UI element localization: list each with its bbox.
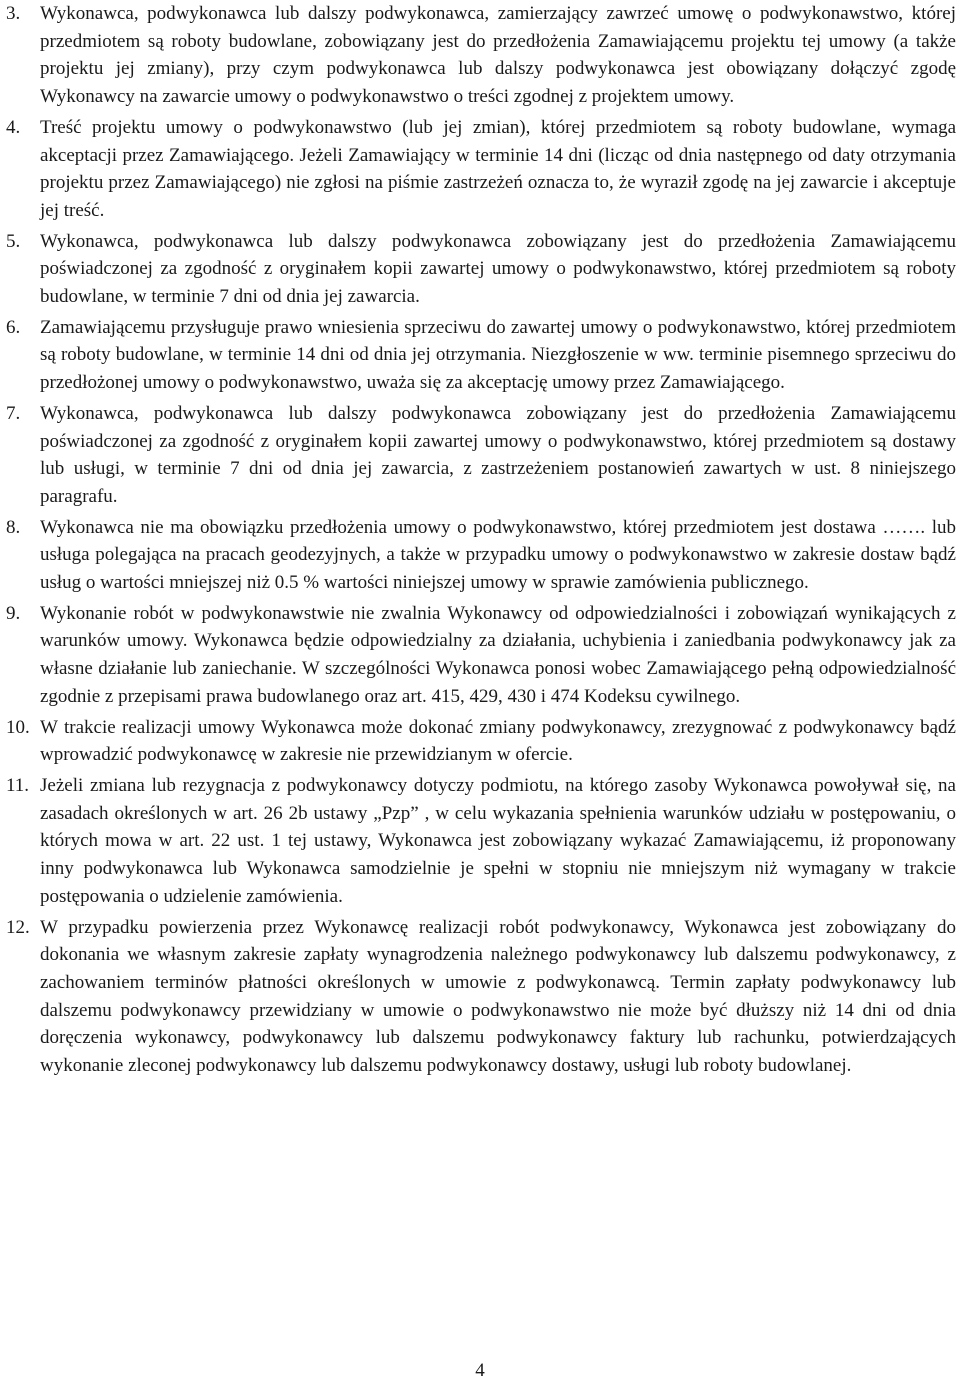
paragraph-number: 4.: [6, 116, 21, 138]
paragraph-text: Zamawiającemu przysługuje prawo wniesienia sprzeciwu do zawartej umowy o podwykonawstwo, której przedmiotem są roboty budowlane, w terminie 14 dni od dnia jej otrzymania. Niezgłoszenie w ww. terminie pisemnego sprzeciwu do przedłożonej umowy o podwykonawstwo, uważa się za akceptację umowy przez Zamawiającego.: [40, 316, 956, 394]
paragraph-text: Wykonawca, podwykonawca lub dalszy podwykonawca zobowiązany jest do przedłożenia Zamawiającemu poświadczonej za zgodność z oryginałem kopii zawartej umowy o podwykonawstwo, której przedmiotem są roboty budowlane, w terminie 7 dni od dnia jej zawarcia.: [40, 230, 956, 308]
paragraph-item-11: [6, 772, 956, 911]
paragraph-item-6: [6, 314, 956, 397]
paragraph-item-10: [6, 714, 956, 769]
paragraph-number: 10.: [6, 716, 30, 738]
paragraph-text: Treść projektu umowy o podwykonawstwo (lub jej zmian), której przedmiotem są roboty budowlane, wymaga akceptacji przez Zamawiającego. Jeżeli Zamawiający w terminie 14 dni (licząc od dnia następnego od daty otrzymania projektu przez Zamawiającego) nie zgłosi na piśmie zastrzeżeń oznacza to, że wyraził zgodę na jej zawarcie i akceptuje jej treść.: [40, 116, 956, 221]
page-number: 4: [475, 1360, 485, 1381]
paragraph-text: W przypadku powierzenia przez Wykonawcę realizacji robót podwykonawcy, Wykonawca jest zobowiązany do dokonania we własnym zakresie zapłaty wynagrodzenia należnego podwykonawcy lub dalszemu podwykonawcy, z zachowaniem terminów płatności określonych w umowie z podwykonawcą. Termin zapłaty podwykonawcy lub dalszemu podwykonawcy przewidziany w umowie o podwykonawstwo nie może być dłuższy niż 14 dni od dnia doręczenia wykonawcy, podwykonawcy lub dalszemu podwykonawcy faktury lub rachunku, potwierdzających wykonanie zleconej podwykonawcy lub dalszemu podwykonawcy dostawy, usługi lub roboty budowlanej.: [40, 916, 956, 1077]
paragraph-item-3: [6, 0, 956, 111]
paragraph-number: 12.: [6, 916, 30, 938]
paragraph-text: Jeżeli zmiana lub rezygnacja z podwykonawcy dotyczy podmiotu, na którego zasoby Wykonawca powoływał się, na zasadach określonych w art. 26 2b ustawy „Pzp” , w celu wykazania spełnienia warunków udziału w postępowaniu, o których mowa w art. 22 ust. 1 tej ustawy, Wykonawca jest zobowiązany wykazać Zamawiającemu, iż proponowany inny podwykonawca lub Wykonawca samodzielnie je spełni w stopniu nie mniejszym niż wymagany w trakcie postępowania o udzielenie zamówienia.: [40, 774, 956, 907]
paragraph-text: Wykonawca, podwykonawca lub dalszy podwykonawca zobowiązany jest do przedłożenia Zamawiającemu poświadczonej za zgodność z oryginałem kopii zawartej umowy o podwykonawstwo, której przedmiotem są dostawy lub usługi, w terminie 7 dni od dnia jej zawarcia, z zastrzeżeniem postanowień zawartych w ust. 8 niniejszego paragrafu.: [40, 402, 956, 507]
paragraph-number: 5.: [6, 230, 21, 252]
paragraph-number: 8.: [6, 516, 21, 538]
paragraph-item-8: [6, 514, 956, 597]
paragraph-item-9: [6, 600, 956, 711]
paragraph-number: 11.: [6, 774, 30, 796]
paragraph-item-7: [6, 400, 956, 511]
numbered-paragraph-list: [6, 0, 956, 1083]
paragraph-number: 9.: [6, 602, 21, 624]
paragraph-text: Wykonanie robót w podwykonawstwie nie zwalnia Wykonawcy od odpowiedzialności i zobowiązań wynikających z warunków umowy. Wykonawca będzie odpowiedzialny za działania, uchybienia i zaniedbania podwykonawcy jak za własne działanie lub zaniechanie. W szczególności Wykonawca ponosi wobec Zamawiającego pełną odpowiedzialność zgodnie z przepisami prawa budowlanego oraz art. 415, 429, 430 i 474 Kodeksu cywilnego.: [40, 602, 956, 707]
paragraph-text: Wykonawca nie ma obowiązku przedłożenia umowy o podwykonawstwo, której przedmiotem jest dostawa ……. lub usługa polegająca na pracach geodezyjnych, a także w przypadku umowy o podwykonawstwo w zakresie dostaw bądź usług o wartości mniejszej niż 0.5 % wartości niniejszej umowy w sprawie zamówienia publicznego.: [40, 516, 956, 594]
paragraph-text: W trakcie realizacji umowy Wykonawca może dokonać zmiany podwykonawcy, zrezygnować z podwykonawcy bądź wprowadzić podwykonawcę w zakresie nie przewidzianym w ofercie.: [40, 716, 956, 766]
paragraph-number: 7.: [6, 402, 21, 424]
paragraph-number: 6.: [6, 316, 21, 338]
paragraph-item-5: [6, 228, 956, 311]
paragraph-item-4: [6, 114, 956, 225]
paragraph-number: 3.: [6, 3, 21, 24]
paragraph-text: Wykonawca, podwykonawca lub dalszy podwykonawca, zamierzający zawrzeć umowę o podwykonawstwo, której przedmiotem są roboty budowlane, zobowiązany jest do przedłożenia Zamawiającemu projektu tej umowy (a także projektu jej zmiany), przy czym podwykonawca lub dalszy podwykonawca jest obowiązany dołączyć zgodę Wykonawcy na zawarcie umowy o podwykonawstwo o treści zgodnej z projektem umowy.: [40, 3, 956, 108]
paragraph-item-12: [6, 914, 956, 1080]
